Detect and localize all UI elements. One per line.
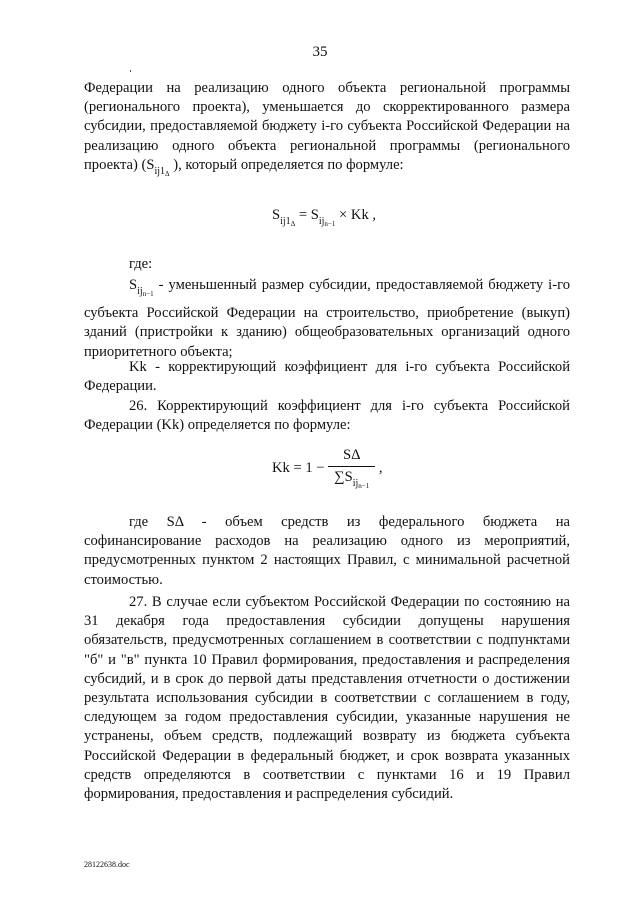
where-label: где: (129, 256, 153, 272)
paragraph-continuation-tail: ), который определяется по формуле: (169, 156, 404, 173)
footer-filename: 28122638.doc (84, 860, 130, 869)
definition-reduced-subsidy (84, 276, 570, 362)
formula-reduced-subsidy: $S_{ij1_\Delta} = S_{ij_{n-1}} \times Kk$ , (272, 207, 377, 228)
paragraph-27: 27. В случае если субъектом Российской Федерации по состоянию на 31 декабря года предоставления субсидии допущены нарушения обязательств, предусмотренных соглашением в соответствии с подпунктами "б" и "в" пункта 10 Правил формирования, предоставления и распределения субсидий, и в срок до первой даты представления отчетности о достижении результата использования субсидии в соответствии с соглашением в году, следующем за годом предоставления субсидии, указанные нарушения не устранены, объем средств, подлежащий возврату из бюджета субъекта Российской Федерации в федеральный бюджет, и срок возврата указанных средств определяются в соответствии с пунктами 16 и 19 Правил формирования, предоставления и распределения субсидий. (84, 594, 570, 803)
symbol-s-ij-n-1: $S_{ij_{n-1}}$ (129, 277, 154, 298)
definition-reduced-subsidy-text: - уменьшенный размер субсидии, предоставляемой бюджету i-го субъекта Российской Федерации на строительство, приобретение (выкуп) зданий (пристройки к зданию) общеобразовательных организаций одного приоритетного объекта; (84, 277, 570, 360)
page-number: 35 (312, 44, 328, 60)
where-s-delta-definition: где SΔ - объем средств из федерального бюджета на софинансирование расходов на реализацию одного из мероприятий, предусмотренных пунктом 2 настоящих Правил, с минимальной расчетной стоимостью. (84, 514, 570, 588)
formula-coefficient: Kk = 1 − $\frac{S\Delta}{\sum S_{ij_{n-1}}}$ , (272, 447, 383, 490)
symbol-s-ij1-delta: $S_{ij1_\Delta}$ (146, 156, 170, 178)
paragraph-26: 26. Корректирующий коэффициент для i-го субъекта Российской Федерации (Kk) определяется по формуле: (84, 398, 570, 434)
formula-fraction: $\frac{S\Delta}{\sum S_{ij_{n-1}}}$ (328, 447, 375, 490)
paragraph-continuation-text: Федерации на реализацию одного объекта региональной программы (регионального проекта), уменьшается до скорректированного размера субсидии, предоставляемой бюджету i-го субъекта Российской Федерации на реализацию одного объекта региональной программы (регионального проекта) ( (84, 80, 570, 173)
paragraph-continuation (84, 79, 570, 184)
definition-coefficient: Kk - корректирующий коэффициент для i-го субъекта Российской Федерации. (84, 359, 570, 395)
scan-speck (130, 70, 131, 72)
